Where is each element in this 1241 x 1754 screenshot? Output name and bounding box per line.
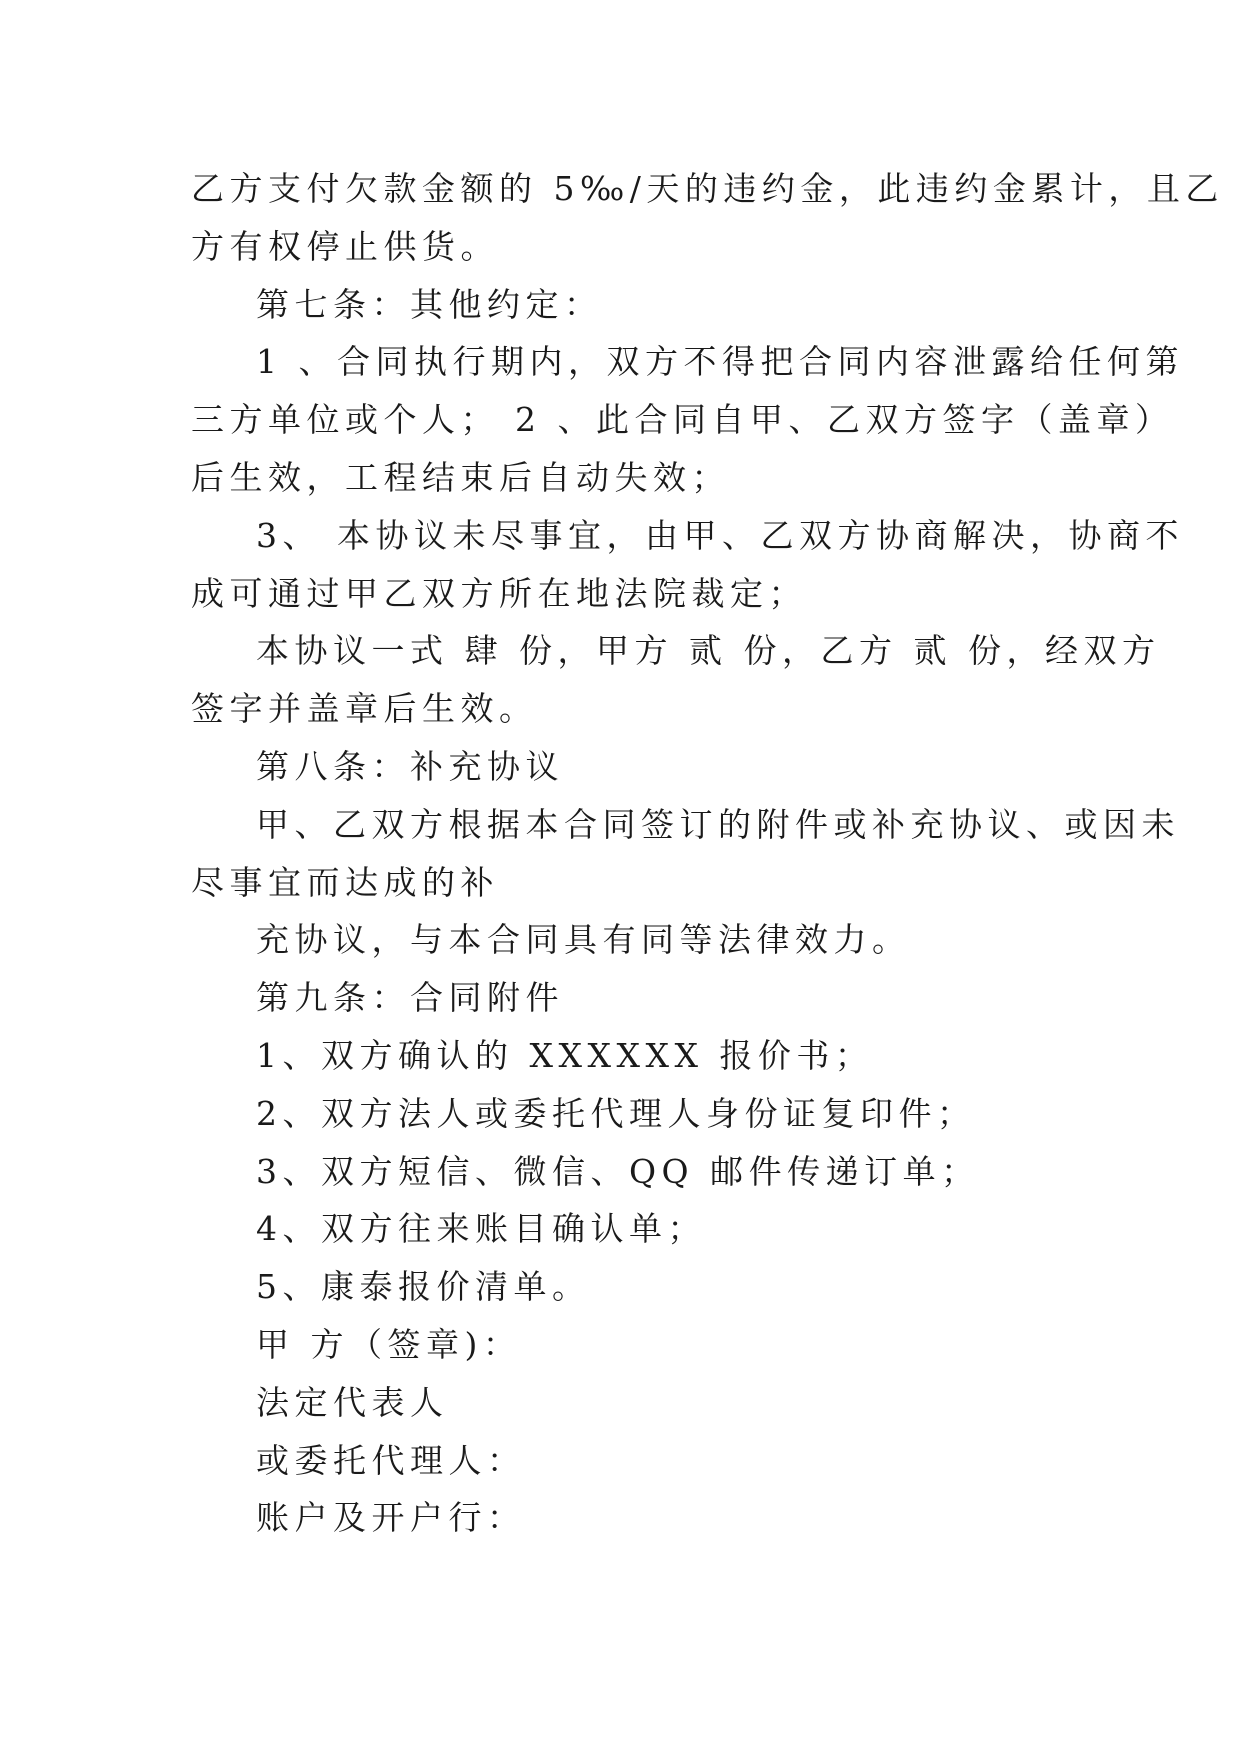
- signature-field-legal-rep: 法定代表人: [256, 1382, 449, 1422]
- paragraph-line: 本协议一式 肆 份，甲方 贰 份，乙方 贰 份，经双方: [256, 631, 1161, 671]
- attachment-item: 1、双方确认的 XXXXXX 报价书；: [256, 1035, 874, 1075]
- paragraph-line: 成可通过甲乙双方所在地法院裁定；: [191, 573, 807, 613]
- paragraph-line: 充协议，与本合同具有同等法律效力。: [256, 920, 911, 960]
- paragraph-line: 尽事宜而达成的补: [191, 862, 499, 902]
- contract-text-body: [191, 160, 1224, 1547]
- paragraph-line: 三方单位或个人； 2 、此合同自甲、乙双方签字（盖章）: [191, 400, 1174, 440]
- attachment-item: 4、双方往来账目确认单；: [256, 1209, 706, 1249]
- paragraph-line: 1 、合同执行期内，双方不得把合同内容泄露给任何第: [256, 342, 1184, 382]
- article-9-heading: 第九条：合同附件: [256, 978, 564, 1018]
- attachment-item: 3、双方短信、微信、QQ 邮件传递订单；: [256, 1151, 980, 1191]
- paragraph-line: 乙方支付欠款金额的 5‰/天的违约金，此违约金累计，且乙: [191, 169, 1224, 208]
- article-8-heading: 第八条：补充协议: [256, 746, 564, 786]
- attachment-item: 2、双方法人或委托代理人身份证复印件；: [256, 1093, 976, 1133]
- paragraph-line: 3、 本协议未尽事宜，由甲、乙双方协商解决，协商不: [256, 515, 1184, 555]
- paragraph-line: 签字并盖章后生效。: [191, 689, 538, 729]
- signature-party-a: 甲 方（签章)：: [256, 1324, 522, 1364]
- paragraph-line: 后生效，工程结束后自动失效；: [191, 457, 730, 497]
- paragraph-line: 方有权停止供货。: [191, 226, 499, 266]
- signature-field-agent: 或委托代理人：: [256, 1440, 526, 1480]
- article-7-heading: 第七条：其他约定：: [256, 284, 603, 324]
- signature-field-bank-account: 账户及开户行：: [256, 1498, 526, 1538]
- paragraph-line: 甲、乙双方根据本合同签订的附件或补充协议、或因未: [256, 804, 1180, 844]
- attachment-item: 5、康泰报价清单。: [256, 1267, 591, 1307]
